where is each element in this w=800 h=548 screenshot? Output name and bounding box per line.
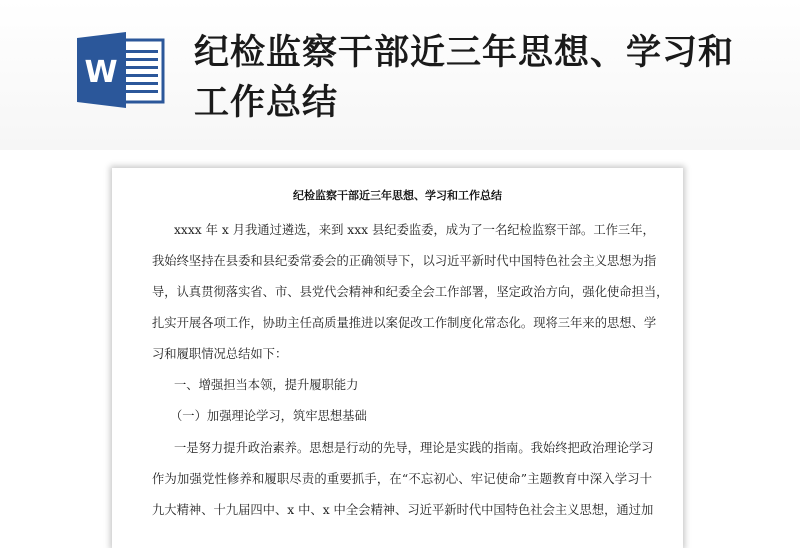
document-page (112, 168, 683, 548)
subsection-heading: （一）加强理论学习，筑牢思想基础 (170, 409, 367, 423)
word-logo-icon (74, 30, 166, 110)
header-banner (0, 0, 800, 150)
paragraph-line: 我始终坚持在县委和县纪委常委会的正确领导下，以习近平新时代中国特色社会主义思想为指 (152, 254, 657, 268)
svg-text:W: W (84, 55, 118, 90)
paragraph-line: 九大精神、十九届四中、x 中、x 中全会精神、习近平新时代中国特色社会主义思想，通过加 (152, 503, 654, 517)
document-title: 纪检监察干部近三年思想、学习和工作总结 (293, 189, 502, 202)
paragraph-line: 一是努力提升政治素养。思想是行动的先导，理论是实践的指南。我始终把政治理论学习 (174, 441, 654, 455)
page-heading: 纪检监察干部近三年思想、学习和工作总结 (194, 33, 735, 123)
paragraph-line: 扎实开展各项工作，协助主任高质量推进以案促改工作制度化常态化。现将三年来的思想、学 (152, 316, 657, 330)
section-heading: 一、增强担当本领，提升履职能力 (174, 378, 359, 392)
paragraph-line: 习和履职情况总结如下： (152, 347, 288, 361)
paragraph-line: 导，认真贯彻落实省、市、县党代会精神和纪委全会工作部署，坚定政治方向，强化使命担当， (152, 285, 669, 299)
paragraph-line: xxxx 年 x 月我通过遴选，来到 xxx 县纪委监委，成为了一名纪检监察干部。工作三年， (174, 223, 655, 237)
paragraph-line: 作为加强党性修养和履职尽责的重要抓手，在“不忘初心、牢记使命”主题教育中深入学习十 (152, 472, 652, 486)
